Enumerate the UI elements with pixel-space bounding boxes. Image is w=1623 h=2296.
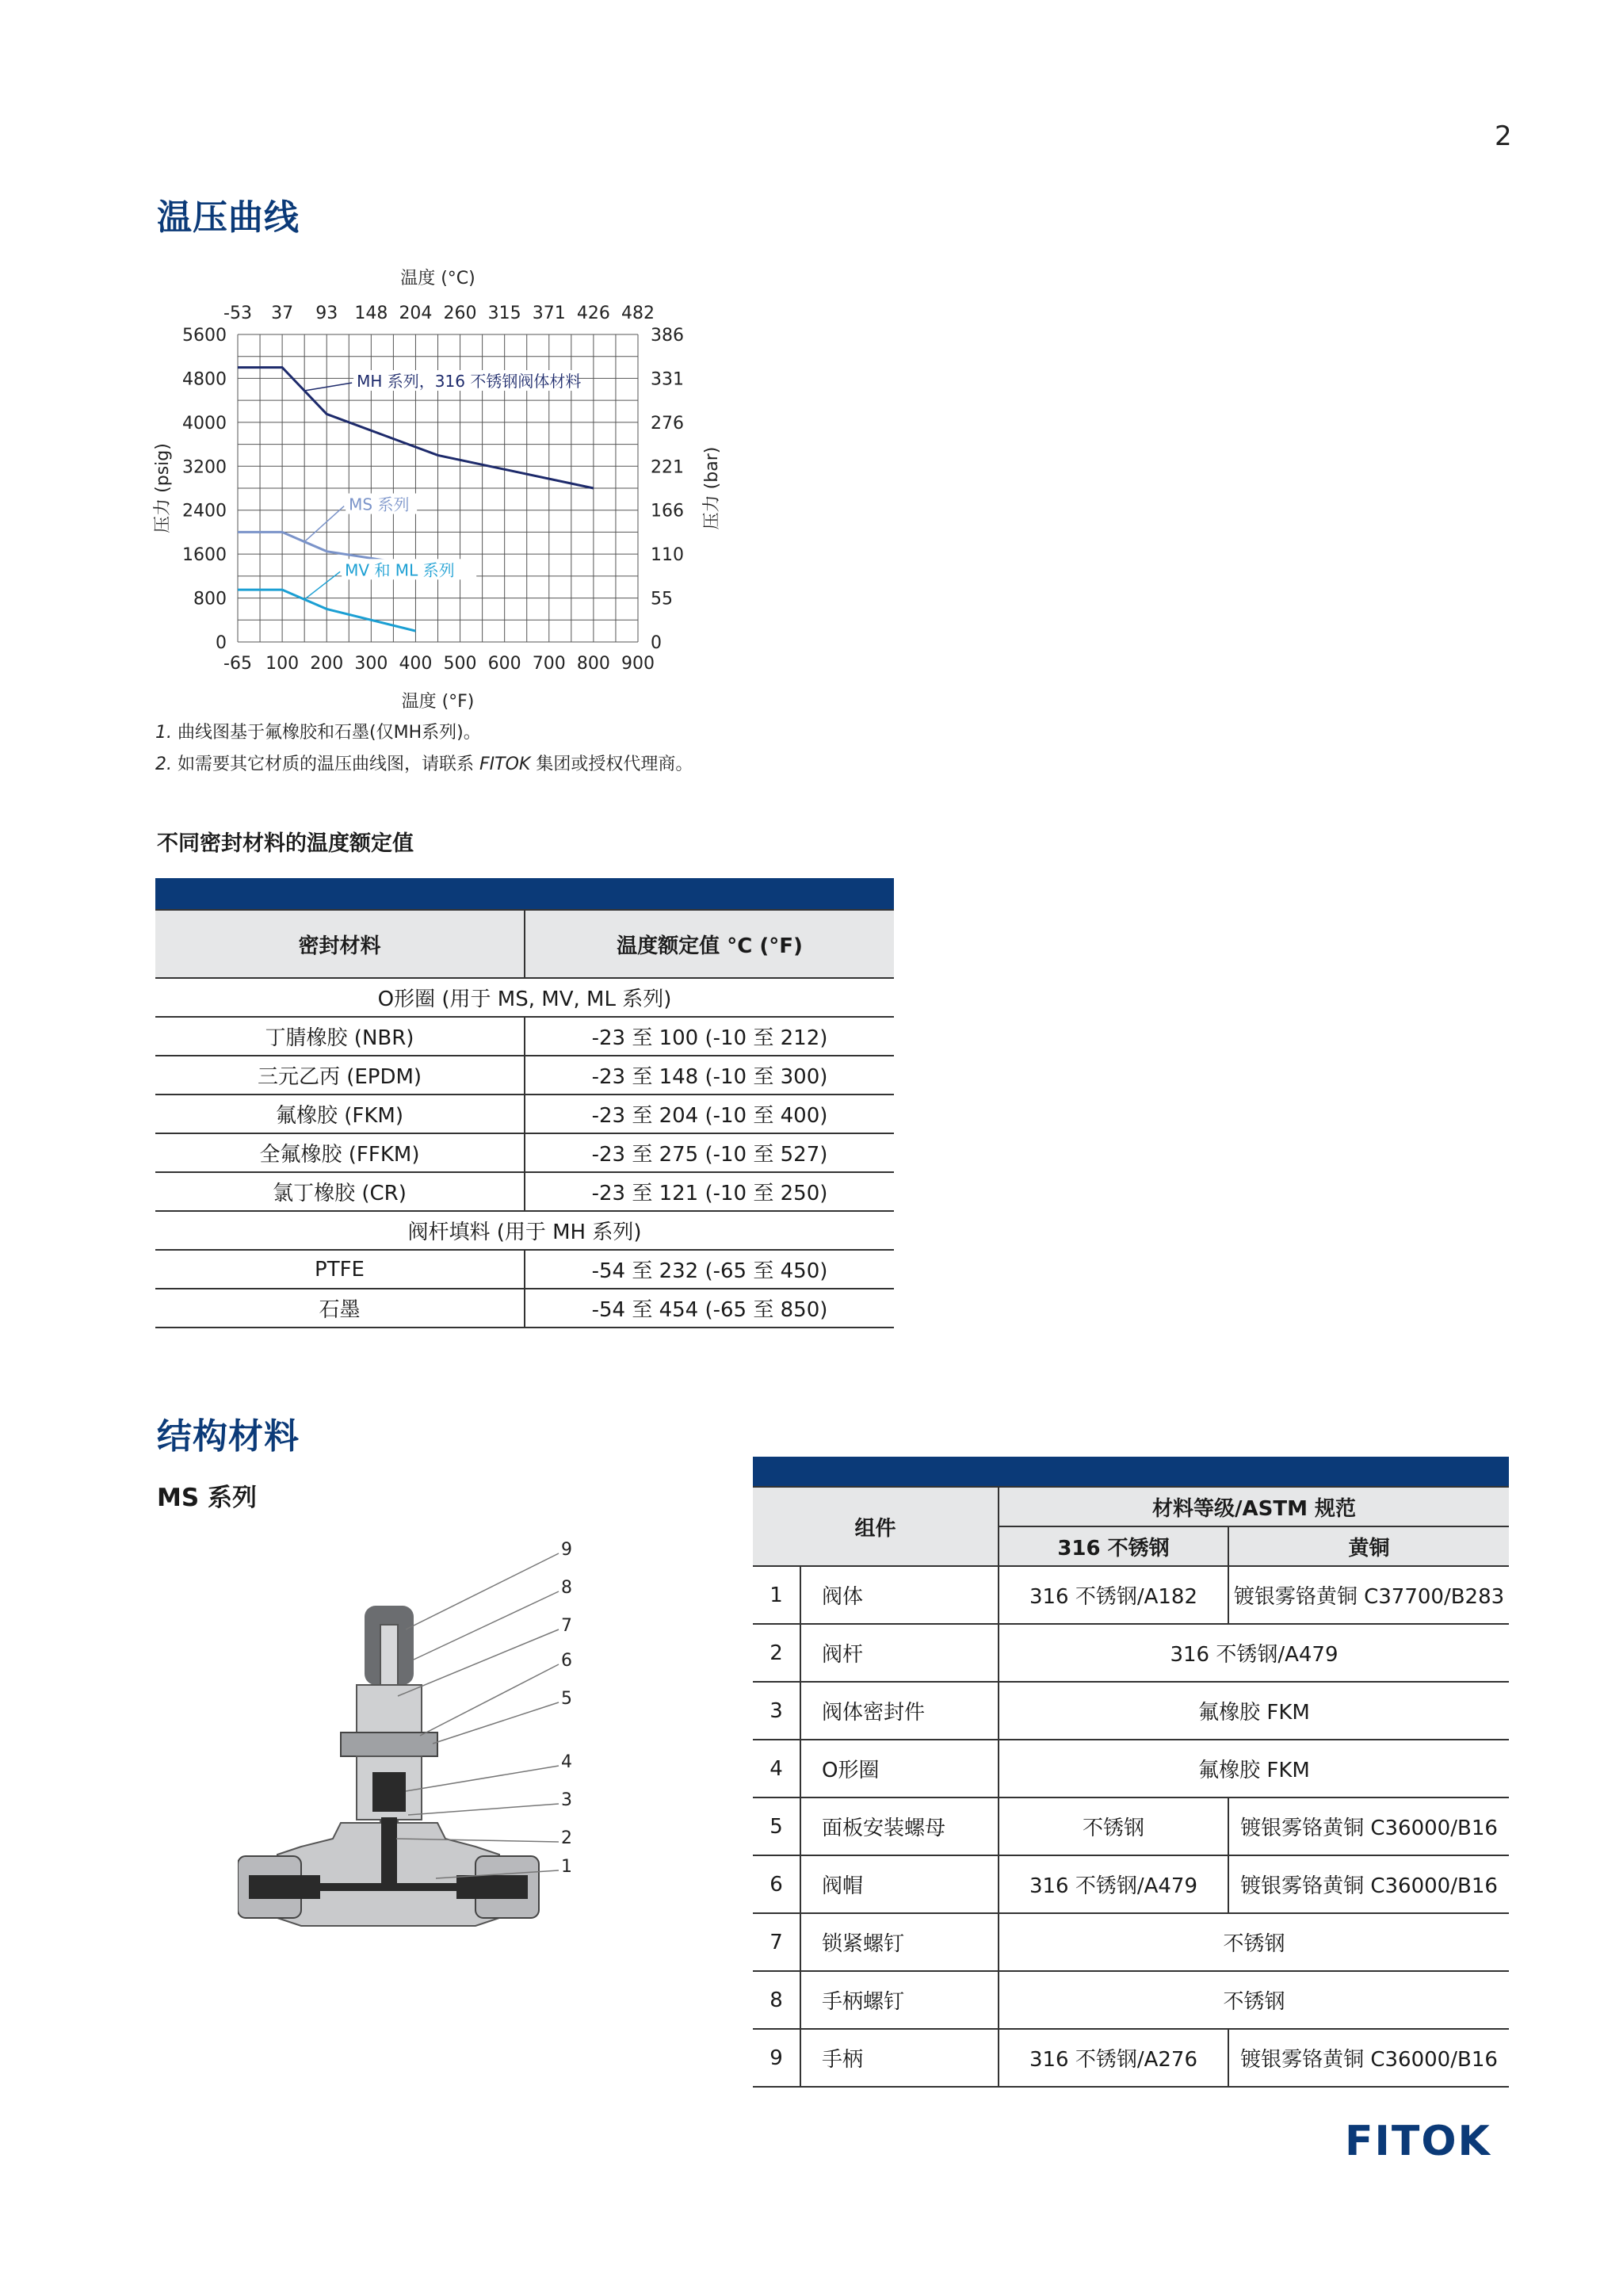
x-tick-label: 700 bbox=[532, 654, 566, 674]
top-tick-label: 315 bbox=[487, 304, 521, 323]
note-1-number: 1. bbox=[155, 723, 172, 743]
rating-cell: -23 至 204 (-10 至 400) bbox=[525, 1095, 894, 1133]
seal-shape bbox=[372, 1772, 406, 1812]
y-tick-label: 1600 bbox=[182, 545, 227, 566]
pressure-temperature-chart bbox=[151, 262, 737, 713]
chart-svg bbox=[151, 262, 737, 713]
table-row bbox=[753, 1624, 1509, 1682]
table-row bbox=[155, 1250, 894, 1289]
top-tick-label: 37 bbox=[271, 304, 294, 323]
ss-cell: 316 不锈钢/A276 bbox=[999, 2029, 1228, 2087]
row-number: 6 bbox=[753, 1855, 800, 1913]
y-tick-label: 800 bbox=[193, 589, 227, 609]
table2-band bbox=[753, 1457, 1509, 1487]
x-tick-label: 400 bbox=[399, 654, 433, 674]
row-number: 2 bbox=[753, 1624, 800, 1682]
valve-drawing-svg bbox=[238, 1506, 618, 1981]
series-label-leader bbox=[304, 383, 352, 391]
bonnet-shape bbox=[357, 1685, 422, 1733]
top-tick-label: -53 bbox=[223, 304, 252, 323]
section-title-materials: 结构材料 bbox=[157, 1416, 300, 1457]
table1-group-packing bbox=[155, 1211, 894, 1250]
group-oring-label: O形圈 (用于 MS, MV, ML 系列) bbox=[155, 978, 894, 1017]
rating-cell: -54 至 454 (-65 至 850) bbox=[525, 1289, 894, 1328]
callout-3: 3 bbox=[561, 1790, 572, 1810]
seal-cell: 氯丁橡胶 (CR) bbox=[155, 1172, 525, 1211]
fitok-logo: FITOK bbox=[1345, 2118, 1491, 2165]
brass-cell: 镀银雾铬黄铜 C36000/B16 bbox=[1228, 2029, 1509, 2087]
note-2-number: 2. bbox=[155, 755, 172, 774]
y-tick-label: 4000 bbox=[182, 413, 227, 434]
table1-band-cell bbox=[155, 878, 894, 910]
right-axis-label: 压力 (bar) bbox=[702, 446, 722, 530]
row-number: 7 bbox=[753, 1913, 800, 1971]
x-tick-label: 600 bbox=[487, 654, 521, 674]
materials-table bbox=[753, 1457, 1509, 2088]
seal-cell: 石墨 bbox=[155, 1289, 525, 1328]
y-tick-label: 0 bbox=[216, 633, 227, 653]
chart-notes bbox=[155, 717, 693, 781]
table-row bbox=[753, 2029, 1509, 2087]
right-tick-label: 110 bbox=[651, 545, 684, 566]
callout-numbers bbox=[561, 1540, 572, 1877]
table-row bbox=[753, 1913, 1509, 1971]
material-cell: 氟橡胶 FKM bbox=[999, 1740, 1509, 1797]
right-tick-label: 276 bbox=[651, 413, 684, 434]
top-tick-label: 426 bbox=[576, 304, 610, 323]
y-axis-label: 压力 (psig) bbox=[153, 443, 173, 533]
callout-8: 8 bbox=[561, 1578, 572, 1598]
seal-cell: 全氟橡胶 (FFKM) bbox=[155, 1133, 525, 1172]
page-number: 2 bbox=[1495, 120, 1512, 152]
material-cell: 氟橡胶 FKM bbox=[999, 1682, 1509, 1740]
group-packing-label: 阀杆填料 (用于 MH 系列) bbox=[155, 1211, 894, 1250]
header-brass: 黄铜 bbox=[1228, 1526, 1509, 1566]
top-tick-label: 371 bbox=[532, 304, 566, 323]
x-tick-label: 200 bbox=[310, 654, 344, 674]
x-tick-label: -65 bbox=[223, 654, 252, 674]
right-tick-label: 0 bbox=[651, 633, 662, 653]
rating-cell: -23 至 100 (-10 至 212) bbox=[525, 1017, 894, 1056]
table1-header bbox=[155, 910, 894, 978]
component-cell: 阀体 bbox=[800, 1566, 999, 1624]
callout-5: 5 bbox=[561, 1689, 572, 1709]
table-row bbox=[753, 1797, 1509, 1855]
rating-cell: -23 至 121 (-10 至 250) bbox=[525, 1172, 894, 1211]
table-row bbox=[155, 1017, 894, 1056]
table-row bbox=[155, 1172, 894, 1211]
header-seal-material: 密封材料 bbox=[155, 910, 525, 978]
x-tick-label: 900 bbox=[621, 654, 655, 674]
brass-cell: 镀银雾铬黄铜 C36000/B16 bbox=[1228, 1855, 1509, 1913]
valve-cross-section bbox=[238, 1506, 618, 1981]
callout-9: 9 bbox=[561, 1540, 572, 1560]
seal-temperature-table bbox=[155, 878, 894, 1328]
y-tick-label: 5600 bbox=[182, 326, 227, 346]
callout-4: 4 bbox=[561, 1752, 572, 1772]
header-material-grade: 材料等级/ASTM 规范 bbox=[999, 1487, 1509, 1526]
table-row bbox=[753, 1971, 1509, 2029]
table-row bbox=[155, 1133, 894, 1172]
ss-cell: 316 不锈钢/A182 bbox=[999, 1566, 1228, 1624]
ss-cell: 316 不锈钢/A479 bbox=[999, 1855, 1228, 1913]
note-2-brand: FITOK bbox=[479, 755, 531, 774]
ss-cell: 不锈钢 bbox=[999, 1797, 1228, 1855]
series-label-leader bbox=[304, 506, 344, 542]
top-tick-label: 93 bbox=[315, 304, 338, 323]
y-tick-label: 4800 bbox=[182, 369, 227, 390]
left-port-shape bbox=[249, 1875, 320, 1899]
table1-group-oring bbox=[155, 978, 894, 1017]
rating-cell: -23 至 148 (-10 至 300) bbox=[525, 1056, 894, 1095]
component-cell: 阀杆 bbox=[800, 1624, 999, 1682]
component-cell: 阀帽 bbox=[800, 1855, 999, 1913]
brass-cell: 镀银雾铬黄铜 C36000/B16 bbox=[1228, 1797, 1509, 1855]
component-cell: 阀体密封件 bbox=[800, 1682, 999, 1740]
table-row bbox=[155, 1289, 894, 1328]
brass-cell: 镀银雾铬黄铜 C37700/B283 bbox=[1228, 1566, 1509, 1624]
table-row bbox=[753, 1682, 1509, 1740]
table-row bbox=[155, 1095, 894, 1133]
row-number: 5 bbox=[753, 1797, 800, 1855]
seal-cell: PTFE bbox=[155, 1250, 525, 1289]
table-row bbox=[753, 1566, 1509, 1624]
note-1-text: 曲线图基于氟橡胶和石墨(仅MH系列)。 bbox=[178, 723, 481, 743]
right-tick-label: 386 bbox=[651, 326, 684, 346]
rating-cell: -23 至 275 (-10 至 527) bbox=[525, 1133, 894, 1172]
x-tick-label: 500 bbox=[443, 654, 477, 674]
row-number: 9 bbox=[753, 2029, 800, 2087]
right-tick-label: 55 bbox=[651, 589, 673, 609]
table-row bbox=[753, 1855, 1509, 1913]
note-2 bbox=[155, 749, 693, 781]
material-cell: 316 不锈钢/A479 bbox=[999, 1624, 1509, 1682]
x-axis-label: 温度 (°F) bbox=[401, 692, 475, 712]
header-component: 组件 bbox=[753, 1487, 999, 1566]
row-number: 4 bbox=[753, 1740, 800, 1797]
row-number: 8 bbox=[753, 1971, 800, 2029]
table2-band-cell bbox=[753, 1457, 1509, 1487]
row-number: 3 bbox=[753, 1682, 800, 1740]
component-cell: 手柄螺钉 bbox=[800, 1971, 999, 2029]
panel-nut-shape bbox=[341, 1733, 437, 1756]
series-label: MH 系列，316 不锈钢阀体材料 bbox=[357, 372, 582, 392]
top-axis-label: 温度 (°C) bbox=[400, 269, 475, 288]
ms-series-subtitle: MS 系列 bbox=[157, 1484, 257, 1512]
series-label: MS 系列 bbox=[349, 495, 410, 514]
top-tick-label: 148 bbox=[354, 304, 388, 323]
right-tick-label: 331 bbox=[651, 369, 684, 390]
header-temp-rating: 温度额定值 °C (°F) bbox=[525, 910, 894, 978]
right-port-shape bbox=[456, 1875, 528, 1899]
right-tick-label: 221 bbox=[651, 457, 684, 478]
table1-band bbox=[155, 878, 894, 910]
table-row bbox=[753, 1740, 1509, 1797]
series-label: MV 和 ML 系列 bbox=[345, 560, 455, 580]
x-tick-label: 800 bbox=[576, 654, 610, 674]
component-cell: O形圈 bbox=[800, 1740, 999, 1797]
x-tick-label: 300 bbox=[354, 654, 388, 674]
header-316ss: 316 不锈钢 bbox=[999, 1526, 1228, 1566]
material-cell: 不锈钢 bbox=[999, 1913, 1509, 1971]
table2-header-row1 bbox=[753, 1487, 1509, 1526]
callout-7: 7 bbox=[561, 1616, 572, 1636]
seal-cell: 丁腈橡胶 (NBR) bbox=[155, 1017, 525, 1056]
y-tick-label: 3200 bbox=[182, 457, 227, 478]
rating-cell: -54 至 232 (-65 至 450) bbox=[525, 1250, 894, 1289]
component-cell: 面板安装螺母 bbox=[800, 1797, 999, 1855]
section-title-pt-curve: 温压曲线 bbox=[157, 197, 300, 238]
note-2-text: 如需要其它材质的温压曲线图，请联系 bbox=[178, 755, 475, 774]
top-tick-label: 204 bbox=[399, 304, 433, 323]
callout-6: 6 bbox=[561, 1651, 572, 1671]
callout-2: 2 bbox=[561, 1828, 572, 1848]
callout-1: 1 bbox=[561, 1857, 572, 1877]
top-tick-label: 260 bbox=[443, 304, 477, 323]
table-row bbox=[155, 1056, 894, 1095]
component-cell: 锁紧螺钉 bbox=[800, 1913, 999, 1971]
y-tick-label: 2400 bbox=[182, 501, 227, 521]
material-cell: 不锈钢 bbox=[999, 1971, 1509, 2029]
component-cell: 手柄 bbox=[800, 2029, 999, 2087]
table1-caption: 不同密封材料的温度额定值 bbox=[157, 831, 414, 856]
seal-cell: 氟橡胶 (FKM) bbox=[155, 1095, 525, 1133]
row-number: 1 bbox=[753, 1566, 800, 1624]
note-2-text-after: 集团或授权代理商。 bbox=[536, 755, 693, 774]
x-tick-label: 100 bbox=[265, 654, 300, 674]
top-tick-label: 482 bbox=[621, 304, 655, 323]
seal-cell: 三元乙丙 (EPDM) bbox=[155, 1056, 525, 1095]
note-1 bbox=[155, 717, 693, 749]
right-tick-label: 166 bbox=[651, 501, 684, 521]
